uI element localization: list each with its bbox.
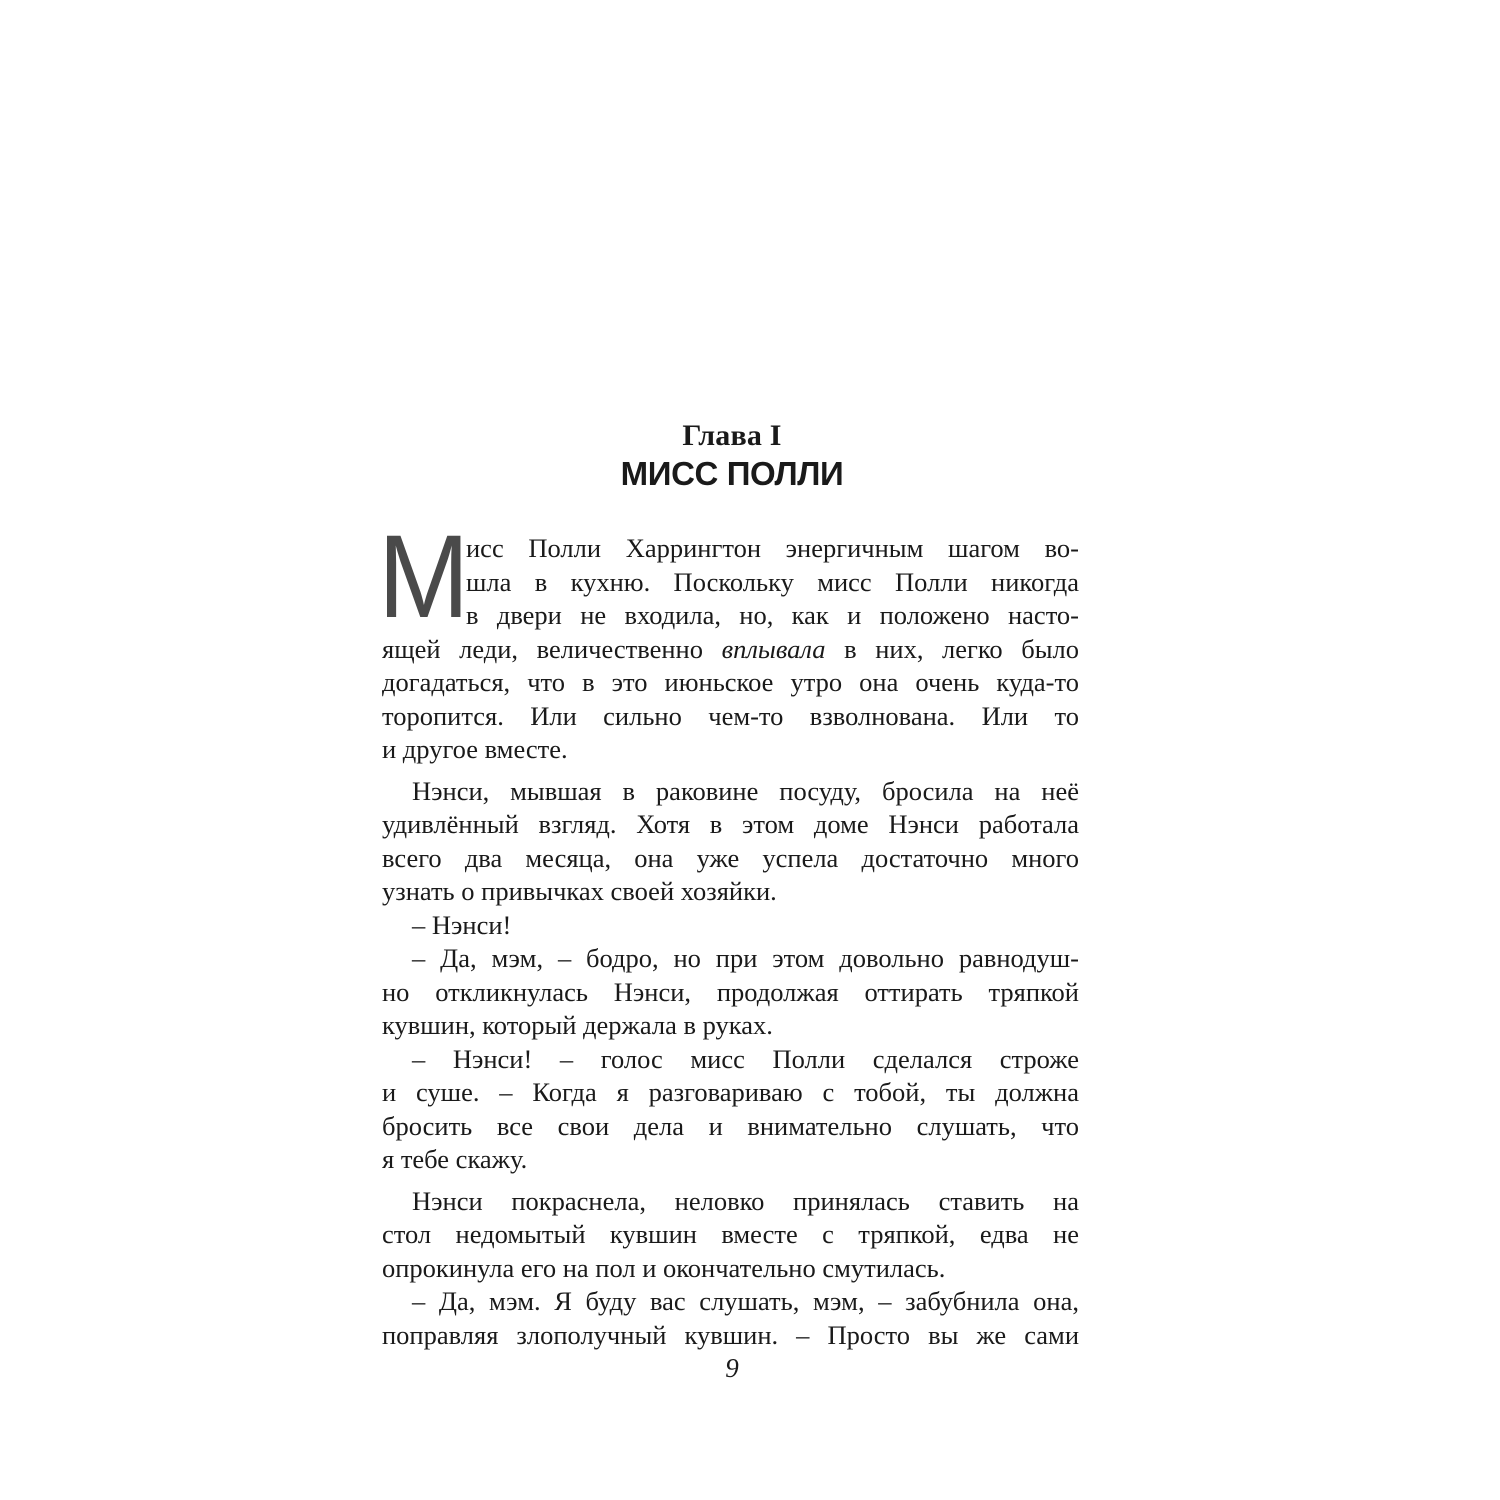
- text-line: – Да, мэм. Я буду вас слушать, мэм, – забубнила она,: [412, 1286, 1079, 1316]
- text-line: удивлённый взгляд. Хотя в этом доме Нэнси работала: [382, 809, 1079, 839]
- italic-word: вплывала: [721, 633, 826, 664]
- text-line: – Нэнси!: [412, 909, 512, 940]
- text-line: всего два месяца, она уже успела достаточно много: [382, 842, 1079, 873]
- text-line: в двери не входила, но, как и положено насто-: [466, 600, 1079, 630]
- text-line: торопится. Или сильно чем-то взволнована. Или то: [382, 700, 1079, 731]
- paragraph-gap: [382, 767, 1079, 775]
- paragraph-6: [382, 1185, 1079, 1286]
- text-line: – Да, мэм, – бодро, но при этом довольно равнодуш-: [412, 943, 1079, 973]
- text-run: ящей леди, величественно: [382, 633, 722, 664]
- text-line: и суше. – Когда я разговариваю с тобой, ты должна: [382, 1077, 1079, 1107]
- text-line: но откликнулась Нэнси, продолжая оттирать тряпкой: [382, 976, 1079, 1007]
- text-line: [382, 633, 1079, 667]
- text-line: и другое вместе.: [382, 734, 568, 764]
- text-line: шла в кухню. Поскольку мисс Полли никогда: [466, 566, 1079, 597]
- paragraph-4: [382, 942, 1079, 1043]
- body-text: [378, 511, 1079, 1352]
- paragraph-1: [378, 511, 1079, 767]
- page-number: 9: [725, 1353, 739, 1383]
- chapter-heading: [382, 418, 1082, 494]
- paragraph-2: [382, 775, 1079, 909]
- paragraph-7: [382, 1285, 1079, 1352]
- text-line: Нэнси покраснела, неловко принялась ставить на: [412, 1185, 1079, 1216]
- paragraph-5: [382, 1043, 1079, 1177]
- text-line: бросить все свои дела и внимательно слушать, что: [382, 1110, 1079, 1141]
- chapter-number: Глава I: [682, 419, 782, 452]
- text-line: исс Полли Харрингтон энергичным шагом во-: [466, 533, 1079, 563]
- text-line: поправляя злополучный кувшин. – Просто вы же сами: [382, 1319, 1079, 1350]
- chapter-title: МИСС ПОЛЛИ: [620, 455, 844, 492]
- text-line: стол недомытый кувшин вместе с тряпкой, едва не: [382, 1219, 1079, 1249]
- text-line: Нэнси, мывшая в раковине посуду, бросила на неё: [412, 775, 1079, 806]
- text-line: я тебе скажу.: [382, 1144, 528, 1174]
- text-line: узнать о привычках своей хозяйки.: [382, 876, 777, 906]
- text-line: догадаться, что в это июньское утро она очень куда-то: [382, 667, 1079, 697]
- paragraph-3: [382, 909, 1079, 943]
- text-line: опрокинула его на пол и окончательно смутилась.: [382, 1252, 946, 1283]
- text-run: в них, легко было: [825, 633, 1079, 664]
- text-line: – Нэнси! – голос мисс Полли сделался строже: [412, 1043, 1079, 1074]
- text-line: кувшин, который держала в руках.: [382, 1010, 773, 1040]
- drop-cap-letter: М: [378, 511, 467, 643]
- paragraph-gap: [382, 1177, 1079, 1185]
